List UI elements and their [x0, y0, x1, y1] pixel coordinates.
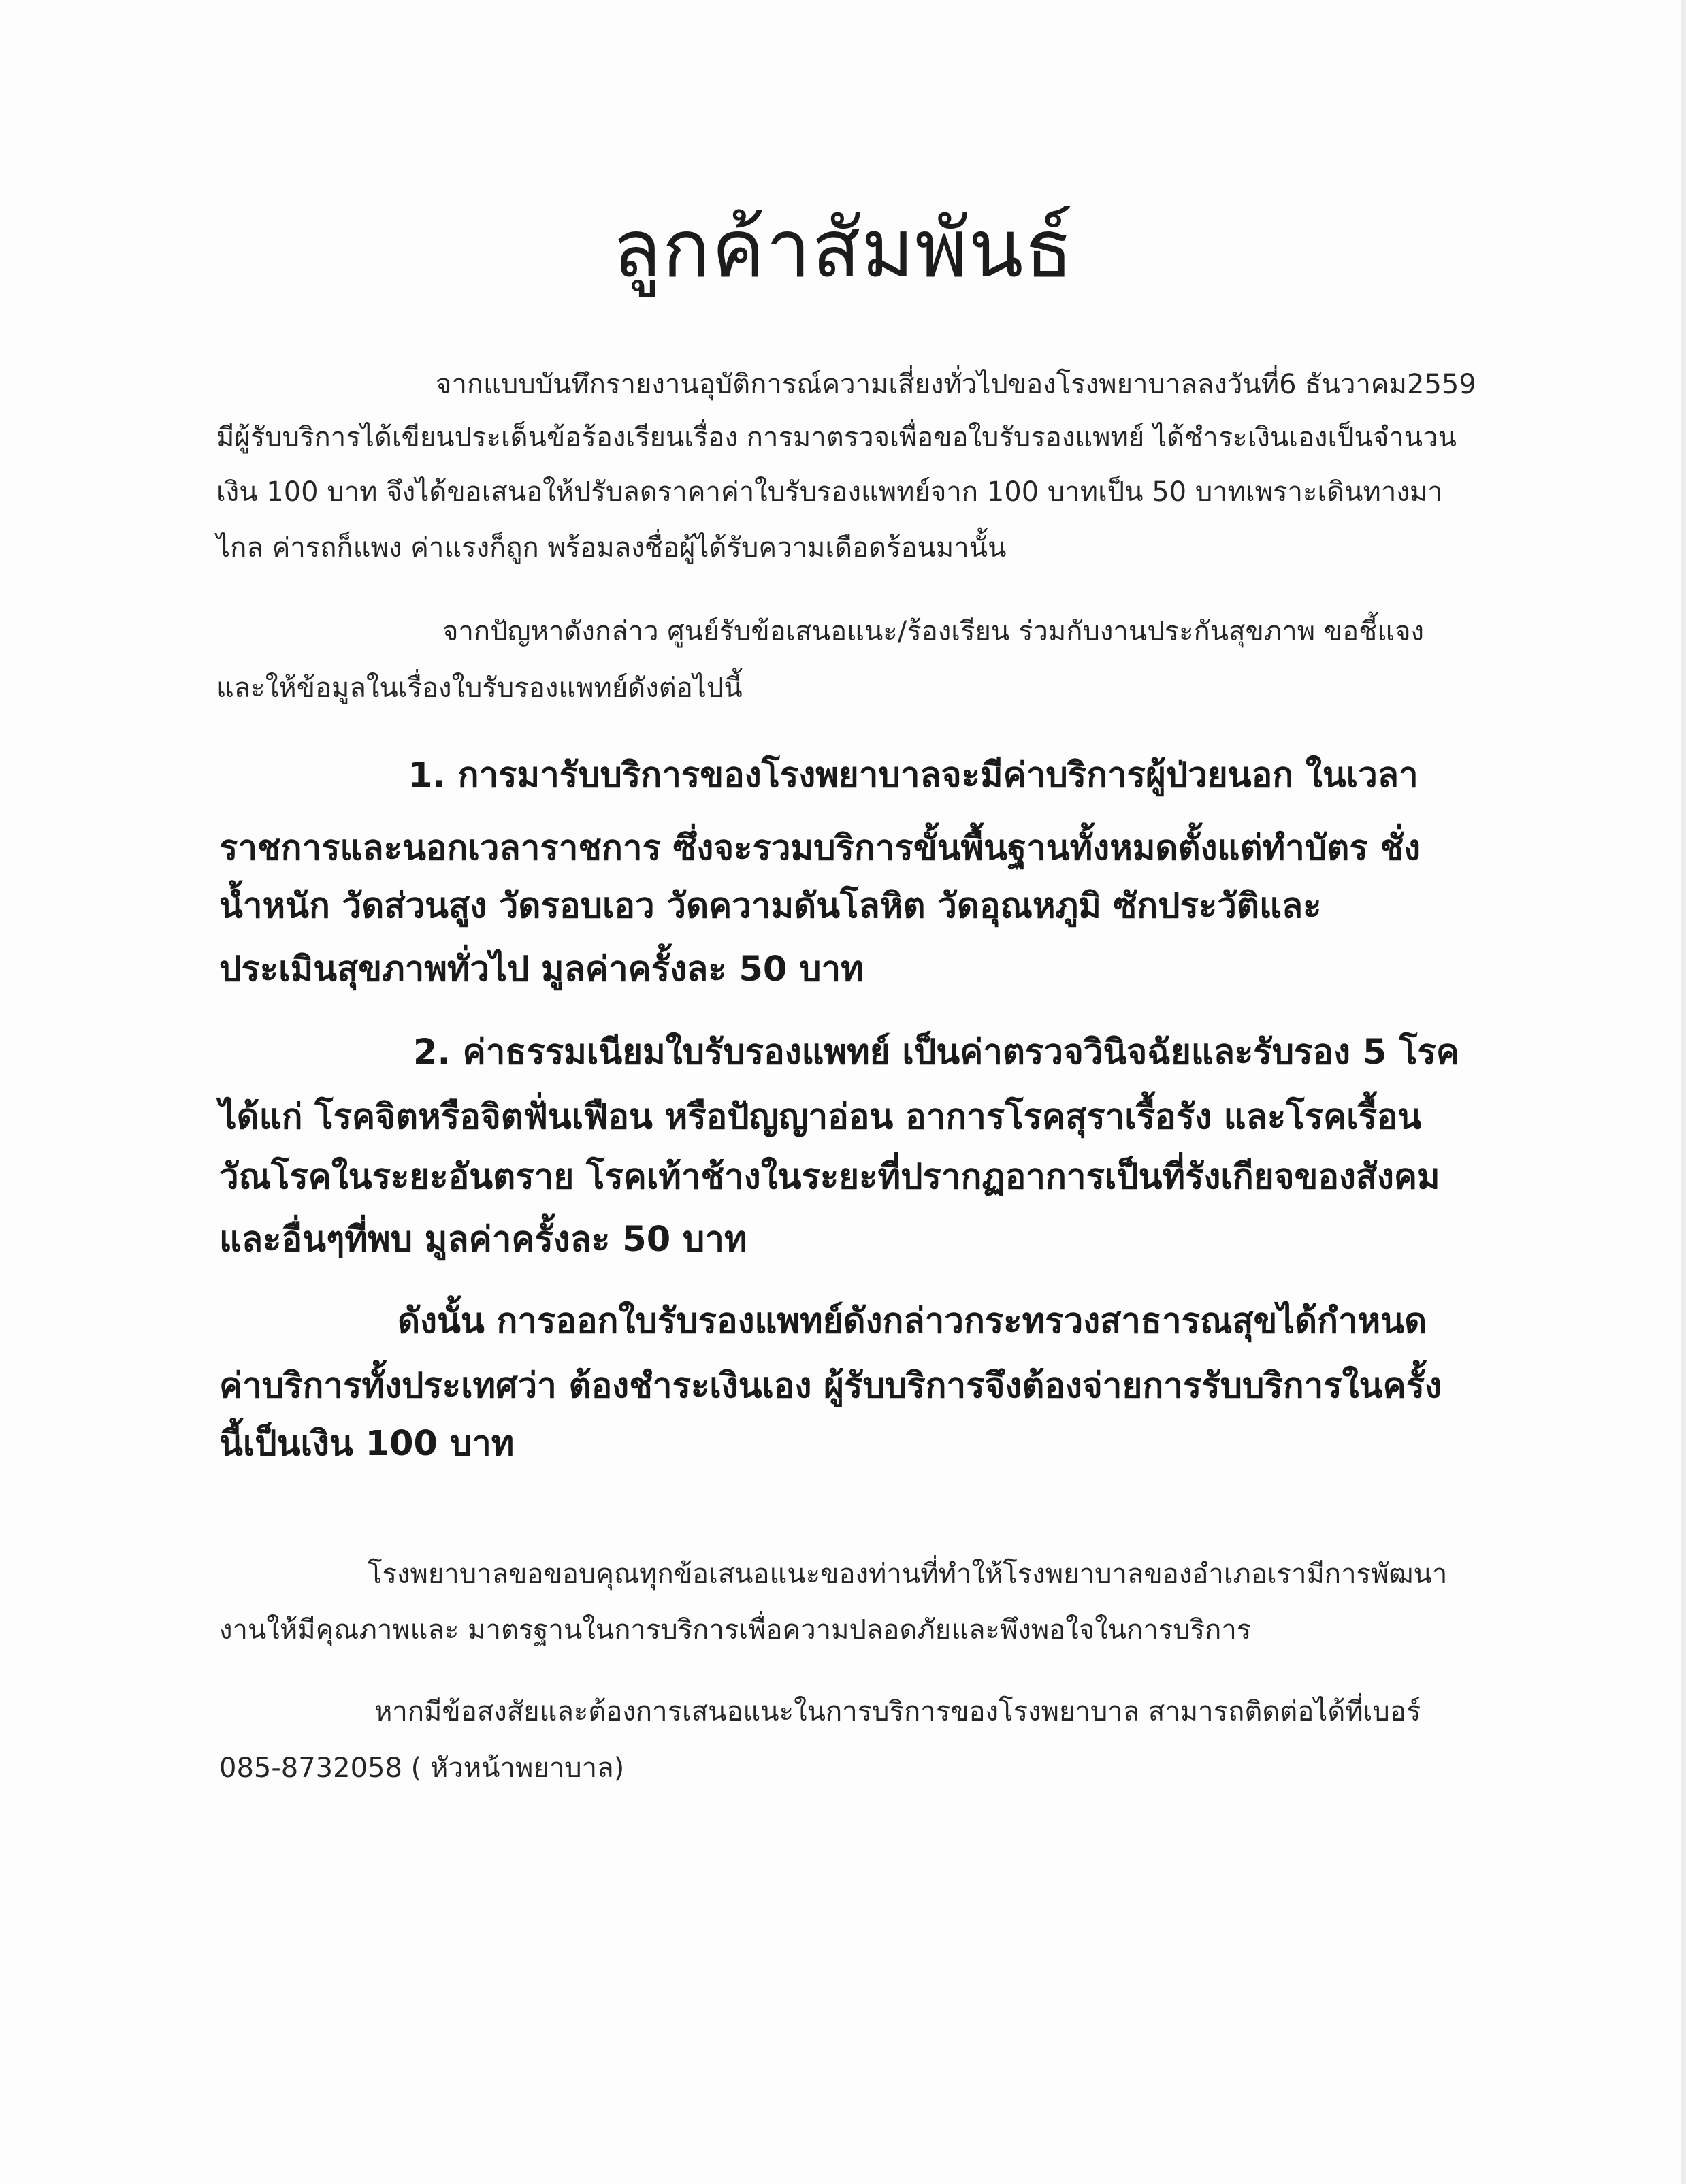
thanks-line: งานให้มีคุณภาพและ มาตรฐานในการบริการเพื่อความปลอดภัยและพึงพอใจในการบริการ — [219, 1614, 1252, 1646]
point2-line: และอื่นๆที่พบ มูลค่าครั้งละ 50 บาท — [219, 1220, 747, 1260]
point1-line: น้ำหนัก วัดส่วนสูง วัดรอบเอว วัดความดันโลหิต วัดอุณหภูมิ ซักประวัติและ — [219, 886, 1322, 926]
conclusion-line: ค่าบริการทั้งประเทศว่า ต้องชำระเงินเอง ผู้รับบริการจึงต้องจ่ายการรับบริการในครั้ง — [219, 1366, 1442, 1406]
intro-line: มีผู้รับบริการได้เขียนประเด็นข้อร้องเรียนเรื่อง การมาตรวจเพื่อขอใบรับรองแพทย์ ได้ชำระเงินเองเป็นจำนวน — [216, 422, 1457, 453]
point2-line: ได้แก่ โรคจิตหรือจิตฟั่นเฟือน หรือปัญญาอ่อน อาการโรคสุราเรื้อรัง และโรคเรื้อน — [219, 1097, 1422, 1137]
point1-line: 1. การมารับบริการของโรงพยาบาลจะมีค่าบริการผู้ป่วยนอก ในเวลา — [408, 755, 1418, 796]
point2-line: 2. ค่าธรรมเนียมใบรับรองแพทย์ เป็นค่าตรวจวินิจฉัยและรับรอง 5 โรค — [413, 1032, 1459, 1073]
point1-line: ราชการและนอกเวลาราชการ ซึ่งจะรวมบริการขั้นพื้นฐานทั้งหมดตั้งแต่ทำบัตร ชั่ง — [219, 828, 1421, 868]
intro-line: ไกล ค่ารถก็แพง ค่าแรงก็ถูก พร้อมลงชื่อผู้ได้รับความเดือดร้อนมานั้น — [216, 532, 1007, 564]
contact-line: หากมีข้อสงสัยและต้องการเสนอแนะในการบริการของโรงพยาบาล สามารถติดต่อได้ที่เบอร์ — [374, 1696, 1421, 1727]
point2-line: วัณโรคในระยะอันตราย โรคเท้าช้างในระยะที่ปรากฏอาการเป็นที่รังเกียจของสังคม — [219, 1157, 1440, 1197]
point1-line: ประเมินสุขภาพทั่วไป มูลค่าครั้งละ 50 บาท — [219, 949, 864, 990]
thanks-line: โรงพยาบาลขอขอบคุณทุกข้อเสนอแนะของท่านที่ทำให้โรงพยาบาลของอำเภอเรามีการพัฒนา — [368, 1559, 1448, 1590]
conclusion-line: นี้เป็นเงิน 100 บาท — [219, 1424, 515, 1464]
scan-edge — [1681, 0, 1686, 2184]
page-title: ลูกค้าสัมพันธ์ — [612, 201, 1074, 295]
intro-line: เงิน 100 บาท จึงได้ขอเสนอให้ปรับลดราคาค่าใบรับรองแพทย์จาก 100 บาทเป็น 50 บาทเพราะเดินทางมา — [216, 476, 1443, 508]
response-line: และให้ข้อมูลในเรื่องใบรับรองแพทย์ดังต่อไปนี้ — [216, 672, 743, 704]
conclusion-line: ดังนั้น การออกใบรับรองแพทย์ดังกล่าวกระทรวงสาธารณสุขได้กำหนด — [398, 1301, 1427, 1341]
intro-line: จากแบบบันทึกรายงานอุบัติการณ์ความเสี่ยงทั่วไปของโรงพยาบาลลงวันที่6 ธันวาคม2559 — [436, 369, 1476, 400]
response-line: จากปัญหาดังกล่าว ศูนย์รับข้อเสนอแนะ/ร้องเรียน ร่วมกับงานประกันสุขภาพ ขอชี้แจง — [442, 616, 1425, 647]
contact-line: 085-8732058 ( หัวหน้าพยาบาล) — [219, 1753, 625, 1784]
